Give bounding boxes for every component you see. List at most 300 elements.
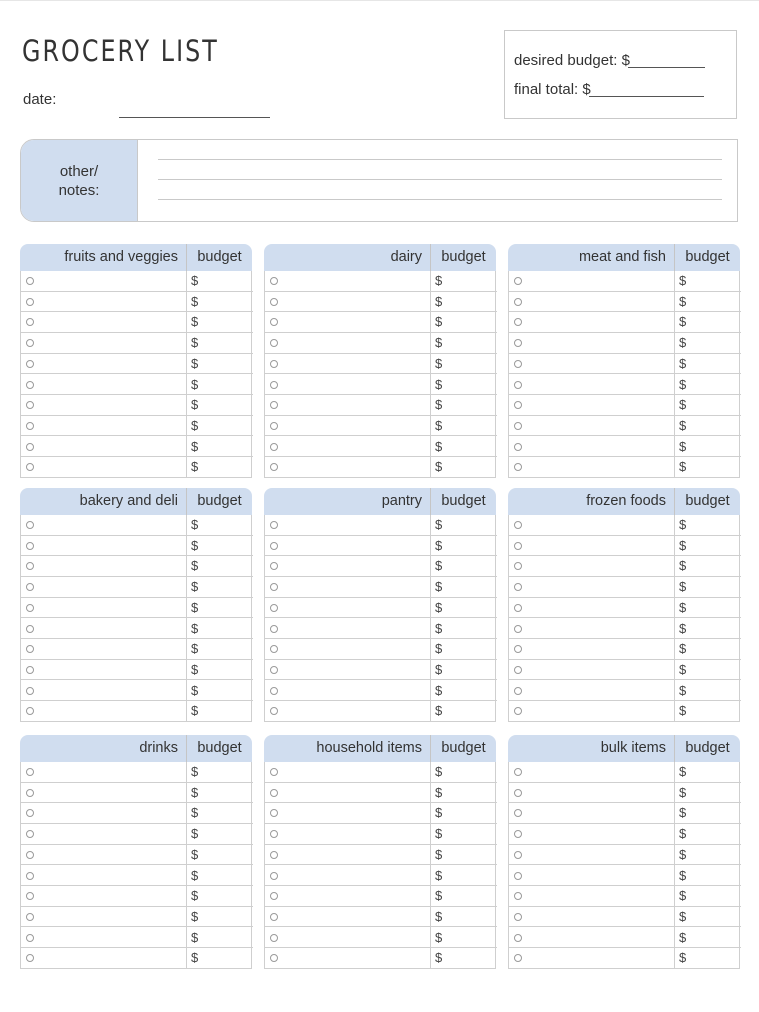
- list-item[interactable]: [265, 556, 497, 577]
- checkbox-circle-icon[interactable]: [514, 768, 522, 776]
- checkbox-circle-icon[interactable]: [514, 913, 522, 921]
- checkbox-circle-icon[interactable]: [26, 443, 34, 451]
- list-item[interactable]: [21, 515, 253, 536]
- list-item[interactable]: [509, 845, 741, 866]
- dollar-sign: $: [435, 826, 443, 842]
- dollar-sign: $: [679, 517, 687, 532]
- dollar-sign: $: [435, 397, 443, 413]
- list-item[interactable]: [509, 639, 741, 660]
- category-section: [264, 735, 496, 969]
- dollar-sign: $: [191, 599, 199, 615]
- dollar-sign: $: [435, 929, 443, 945]
- dollar-sign: $: [679, 929, 687, 945]
- list-item[interactable]: [21, 375, 253, 396]
- checkbox-circle-icon[interactable]: [514, 318, 522, 326]
- checkbox-circle-icon[interactable]: [514, 339, 522, 347]
- list-item[interactable]: [265, 271, 497, 292]
- list-item[interactable]: [509, 783, 741, 804]
- column-divider: [430, 515, 431, 722]
- dollar-sign: $: [435, 273, 443, 288]
- column-divider: [430, 762, 431, 969]
- dollar-sign: $: [435, 417, 443, 433]
- list-item[interactable]: [509, 312, 741, 333]
- dollar-sign: $: [191, 661, 199, 677]
- checkbox-circle-icon[interactable]: [26, 913, 34, 921]
- checkbox-circle-icon[interactable]: [514, 830, 522, 838]
- checkbox-circle-icon[interactable]: [270, 277, 278, 285]
- dollar-sign: $: [435, 517, 443, 532]
- checkbox-circle-icon[interactable]: [26, 463, 34, 471]
- budget-column-header: budget: [674, 488, 740, 515]
- checkbox-circle-icon[interactable]: [26, 401, 34, 409]
- list-item[interactable]: [509, 515, 741, 536]
- dollar-sign: $: [435, 908, 443, 924]
- section-list: [264, 762, 496, 969]
- list-item[interactable]: [21, 536, 253, 557]
- section-title: dairy: [390, 249, 422, 265]
- dollar-sign: $: [191, 620, 199, 636]
- section-title: drinks: [139, 740, 178, 756]
- dollar-sign: $: [191, 293, 199, 309]
- checkbox-circle-icon[interactable]: [26, 809, 34, 817]
- desired-budget-field[interactable]: [628, 52, 705, 68]
- list-item[interactable]: [21, 681, 253, 702]
- list-item[interactable]: [265, 907, 497, 928]
- checkbox-circle-icon[interactable]: [270, 913, 278, 921]
- notes-label-line-2: notes:: [58, 181, 100, 199]
- list-item[interactable]: [265, 577, 497, 598]
- column-divider: [186, 515, 187, 722]
- checkbox-circle-icon[interactable]: [514, 422, 522, 430]
- checkbox-circle-icon[interactable]: [514, 872, 522, 880]
- dollar-sign: $: [679, 784, 687, 800]
- list-item[interactable]: [265, 701, 497, 722]
- section-header: [508, 488, 740, 515]
- checkbox-circle-icon[interactable]: [26, 339, 34, 347]
- list-item[interactable]: [509, 660, 741, 681]
- final-total-field[interactable]: [589, 81, 704, 97]
- dollar-sign: $: [191, 888, 199, 904]
- checkbox-circle-icon[interactable]: [26, 298, 34, 306]
- checkbox-circle-icon[interactable]: [270, 872, 278, 880]
- list-item[interactable]: [21, 928, 253, 949]
- dollar-sign: $: [435, 784, 443, 800]
- section-title: bakery and deli: [79, 493, 178, 509]
- desired-budget-row: [514, 52, 705, 69]
- dollar-sign: $: [679, 397, 687, 413]
- list-item[interactable]: [21, 907, 253, 928]
- dollar-sign: $: [435, 682, 443, 698]
- budget-column-header: budget: [186, 735, 252, 762]
- notes-label: [21, 140, 138, 221]
- list-item[interactable]: [509, 928, 741, 949]
- list-item[interactable]: [21, 866, 253, 887]
- checkbox-circle-icon[interactable]: [270, 422, 278, 430]
- budget-column-header: budget: [186, 244, 252, 271]
- list-item[interactable]: [21, 292, 253, 313]
- dollar-sign: $: [679, 438, 687, 454]
- dollar-sign: $: [679, 888, 687, 904]
- list-item[interactable]: [265, 803, 497, 824]
- budget-column-header: budget: [186, 488, 252, 515]
- list-item[interactable]: [265, 886, 497, 907]
- dollar-sign: $: [679, 846, 687, 862]
- dollar-sign: $: [191, 784, 199, 800]
- checkbox-circle-icon[interactable]: [514, 707, 522, 715]
- checkbox-circle-icon[interactable]: [270, 809, 278, 817]
- list-item[interactable]: [21, 437, 253, 458]
- checkbox-circle-icon[interactable]: [270, 789, 278, 797]
- list-item[interactable]: [21, 783, 253, 804]
- dollar-sign: $: [679, 558, 687, 574]
- list-item[interactable]: [509, 437, 741, 458]
- list-item[interactable]: [21, 619, 253, 640]
- notes-label-line-1: other/: [59, 162, 99, 180]
- dollar-sign: $: [679, 682, 687, 698]
- list-item[interactable]: [265, 416, 497, 437]
- checkbox-circle-icon[interactable]: [514, 645, 522, 653]
- list-item[interactable]: [509, 457, 741, 478]
- notes-line[interactable]: [158, 179, 722, 180]
- list-item[interactable]: [509, 536, 741, 557]
- list-item[interactable]: [265, 375, 497, 396]
- dollar-sign: $: [435, 558, 443, 574]
- checkbox-circle-icon[interactable]: [514, 934, 522, 942]
- list-item[interactable]: [21, 824, 253, 845]
- checkbox-circle-icon[interactable]: [514, 381, 522, 389]
- checkbox-circle-icon[interactable]: [26, 645, 34, 653]
- checkbox-circle-icon[interactable]: [514, 562, 522, 570]
- list-item[interactable]: [21, 948, 253, 969]
- checkbox-circle-icon[interactable]: [270, 521, 278, 529]
- list-item[interactable]: [509, 762, 741, 783]
- checkbox-circle-icon[interactable]: [26, 422, 34, 430]
- checkbox-circle-icon[interactable]: [514, 463, 522, 471]
- list-item[interactable]: [509, 333, 741, 354]
- dollar-sign: $: [679, 599, 687, 615]
- list-item[interactable]: [21, 598, 253, 619]
- section-title: pantry: [381, 493, 422, 509]
- list-item[interactable]: [21, 845, 253, 866]
- checkbox-circle-icon[interactable]: [26, 542, 34, 550]
- list-item[interactable]: [509, 416, 741, 437]
- category-section: [508, 735, 740, 969]
- budget-column-header: budget: [430, 488, 496, 515]
- dollar-sign: $: [679, 620, 687, 636]
- list-item[interactable]: [265, 515, 497, 536]
- checkbox-circle-icon[interactable]: [514, 604, 522, 612]
- list-item[interactable]: [265, 639, 497, 660]
- section-list: [20, 271, 252, 478]
- dollar-sign: $: [435, 703, 443, 719]
- list-item[interactable]: [509, 395, 741, 416]
- dollar-sign: $: [435, 537, 443, 553]
- checkbox-circle-icon[interactable]: [26, 360, 34, 368]
- checkbox-circle-icon[interactable]: [26, 789, 34, 797]
- dollar-sign: $: [435, 438, 443, 454]
- checkbox-circle-icon[interactable]: [270, 830, 278, 838]
- column-divider: [674, 762, 675, 969]
- list-item[interactable]: [21, 762, 253, 783]
- checkbox-circle-icon[interactable]: [270, 687, 278, 695]
- dollar-sign: $: [435, 314, 443, 330]
- dollar-sign: $: [679, 355, 687, 371]
- notes-line[interactable]: [158, 159, 722, 160]
- list-item[interactable]: [265, 598, 497, 619]
- list-item[interactable]: [509, 354, 741, 375]
- checkbox-circle-icon[interactable]: [270, 298, 278, 306]
- checkbox-circle-icon[interactable]: [26, 707, 34, 715]
- checkbox-circle-icon[interactable]: [514, 625, 522, 633]
- section-header: [20, 735, 252, 762]
- checkbox-circle-icon[interactable]: [514, 892, 522, 900]
- checkbox-circle-icon[interactable]: [270, 892, 278, 900]
- list-item[interactable]: [509, 907, 741, 928]
- checkbox-circle-icon[interactable]: [26, 687, 34, 695]
- checkbox-circle-icon[interactable]: [270, 707, 278, 715]
- checkbox-circle-icon[interactable]: [514, 666, 522, 674]
- checkbox-circle-icon[interactable]: [270, 604, 278, 612]
- checkbox-circle-icon[interactable]: [514, 851, 522, 859]
- section-header: [20, 244, 252, 271]
- dollar-sign: $: [435, 661, 443, 677]
- list-item[interactable]: [265, 312, 497, 333]
- dollar-sign: $: [191, 641, 199, 657]
- checkbox-circle-icon[interactable]: [270, 443, 278, 451]
- checkbox-circle-icon[interactable]: [514, 583, 522, 591]
- checkbox-circle-icon[interactable]: [270, 768, 278, 776]
- section-title: frozen foods: [586, 493, 666, 509]
- list-item[interactable]: [21, 416, 253, 437]
- dollar-sign: $: [191, 355, 199, 371]
- column-divider: [674, 515, 675, 722]
- list-item[interactable]: [21, 395, 253, 416]
- list-item[interactable]: [265, 866, 497, 887]
- checkbox-circle-icon[interactable]: [26, 277, 34, 285]
- checkbox-circle-icon[interactable]: [26, 583, 34, 591]
- list-item[interactable]: [265, 619, 497, 640]
- column-divider: [674, 271, 675, 478]
- section-header: [20, 488, 252, 515]
- date-label: date:: [23, 91, 57, 108]
- list-item[interactable]: [509, 556, 741, 577]
- checkbox-circle-icon[interactable]: [514, 954, 522, 962]
- checkbox-circle-icon[interactable]: [270, 562, 278, 570]
- list-item[interactable]: [21, 333, 253, 354]
- checkbox-circle-icon[interactable]: [514, 401, 522, 409]
- dollar-sign: $: [679, 703, 687, 719]
- list-item[interactable]: [21, 886, 253, 907]
- checkbox-circle-icon[interactable]: [270, 583, 278, 591]
- list-item[interactable]: [509, 619, 741, 640]
- column-divider: [186, 762, 187, 969]
- list-item[interactable]: [265, 333, 497, 354]
- dollar-sign: $: [191, 826, 199, 842]
- category-section: [508, 244, 740, 478]
- dollar-sign: $: [679, 764, 687, 779]
- budget-column-header: budget: [430, 735, 496, 762]
- checkbox-circle-icon[interactable]: [26, 318, 34, 326]
- list-item[interactable]: [265, 354, 497, 375]
- list-item[interactable]: [265, 824, 497, 845]
- list-item[interactable]: [509, 803, 741, 824]
- checkbox-circle-icon[interactable]: [26, 851, 34, 859]
- date-field[interactable]: [119, 117, 270, 118]
- budget-column-header: budget: [674, 735, 740, 762]
- dollar-sign: $: [435, 459, 443, 475]
- category-section: [264, 488, 496, 722]
- checkbox-circle-icon[interactable]: [26, 604, 34, 612]
- dollar-sign: $: [191, 376, 199, 392]
- list-item[interactable]: [21, 701, 253, 722]
- section-header: [264, 488, 496, 515]
- notes-line[interactable]: [158, 199, 722, 200]
- list-item[interactable]: [509, 681, 741, 702]
- checkbox-circle-icon[interactable]: [270, 360, 278, 368]
- list-item[interactable]: [21, 803, 253, 824]
- list-item[interactable]: [265, 845, 497, 866]
- column-divider: [430, 271, 431, 478]
- dollar-sign: $: [191, 929, 199, 945]
- checkbox-circle-icon[interactable]: [26, 562, 34, 570]
- category-section: [508, 488, 740, 722]
- checkbox-circle-icon[interactable]: [514, 809, 522, 817]
- section-header: [508, 244, 740, 271]
- checkbox-circle-icon[interactable]: [514, 298, 522, 306]
- checkbox-circle-icon[interactable]: [514, 789, 522, 797]
- dollar-sign: $: [191, 579, 199, 595]
- checkbox-circle-icon[interactable]: [270, 542, 278, 550]
- dollar-sign: $: [191, 846, 199, 862]
- checkbox-circle-icon[interactable]: [26, 666, 34, 674]
- list-item[interactable]: [265, 536, 497, 557]
- checkbox-circle-icon[interactable]: [26, 381, 34, 389]
- checkbox-circle-icon[interactable]: [26, 954, 34, 962]
- list-item[interactable]: [21, 660, 253, 681]
- checkbox-circle-icon[interactable]: [270, 401, 278, 409]
- checkbox-circle-icon[interactable]: [514, 521, 522, 529]
- dollar-sign: $: [191, 314, 199, 330]
- dollar-sign: $: [679, 641, 687, 657]
- list-item[interactable]: [509, 577, 741, 598]
- dollar-sign: $: [679, 867, 687, 883]
- list-item[interactable]: [21, 354, 253, 375]
- top-divider: [0, 0, 759, 1]
- dollar-sign: $: [679, 950, 687, 966]
- list-item[interactable]: [265, 783, 497, 804]
- list-item[interactable]: [21, 457, 253, 478]
- dollar-sign: $: [191, 703, 199, 719]
- checkbox-circle-icon[interactable]: [270, 934, 278, 942]
- dollar-sign: $: [679, 376, 687, 392]
- budget-summary-box: [504, 30, 737, 119]
- list-item[interactable]: [265, 928, 497, 949]
- notes-box: [20, 139, 738, 222]
- category-section: [20, 488, 252, 722]
- checkbox-circle-icon[interactable]: [26, 768, 34, 776]
- budget-column-header: budget: [430, 244, 496, 271]
- checkbox-circle-icon[interactable]: [270, 851, 278, 859]
- checkbox-circle-icon[interactable]: [26, 521, 34, 529]
- dollar-sign: $: [191, 908, 199, 924]
- dollar-sign: $: [435, 355, 443, 371]
- section-title: meat and fish: [578, 249, 666, 265]
- dollar-sign: $: [191, 417, 199, 433]
- section-list: [20, 515, 252, 722]
- checkbox-circle-icon[interactable]: [270, 645, 278, 653]
- list-item[interactable]: [21, 639, 253, 660]
- checkbox-circle-icon[interactable]: [514, 687, 522, 695]
- checkbox-circle-icon[interactable]: [270, 954, 278, 962]
- dollar-sign: $: [679, 908, 687, 924]
- dollar-sign: $: [679, 314, 687, 330]
- list-item[interactable]: [509, 292, 741, 313]
- checkbox-circle-icon[interactable]: [514, 360, 522, 368]
- section-header: [264, 244, 496, 271]
- checkbox-circle-icon[interactable]: [270, 666, 278, 674]
- dollar-sign: $: [191, 459, 199, 475]
- list-item[interactable]: [21, 271, 253, 292]
- dollar-sign: $: [191, 950, 199, 966]
- list-item[interactable]: [509, 886, 741, 907]
- list-item[interactable]: [21, 312, 253, 333]
- list-item[interactable]: [509, 375, 741, 396]
- dollar-sign: $: [191, 682, 199, 698]
- dollar-sign: $: [435, 950, 443, 966]
- list-item[interactable]: [265, 437, 497, 458]
- list-item[interactable]: [509, 598, 741, 619]
- checkbox-circle-icon[interactable]: [26, 625, 34, 633]
- dollar-sign: $: [679, 826, 687, 842]
- checkbox-circle-icon[interactable]: [270, 318, 278, 326]
- checkbox-circle-icon[interactable]: [26, 934, 34, 942]
- checkbox-circle-icon[interactable]: [514, 443, 522, 451]
- checkbox-circle-icon[interactable]: [26, 830, 34, 838]
- list-item[interactable]: [21, 577, 253, 598]
- list-item[interactable]: [265, 457, 497, 478]
- list-item[interactable]: [509, 866, 741, 887]
- dollar-sign: $: [679, 579, 687, 595]
- list-item[interactable]: [265, 395, 497, 416]
- dollar-sign: $: [191, 438, 199, 454]
- checkbox-circle-icon[interactable]: [270, 463, 278, 471]
- section-list: [508, 762, 740, 969]
- list-item[interactable]: [265, 660, 497, 681]
- list-item[interactable]: [265, 681, 497, 702]
- page-title: GROCERY LIST: [22, 34, 219, 68]
- list-item[interactable]: [265, 948, 497, 969]
- list-item[interactable]: [509, 271, 741, 292]
- section-header: [508, 735, 740, 762]
- list-item[interactable]: [509, 948, 741, 969]
- list-item[interactable]: [21, 556, 253, 577]
- checkbox-circle-icon[interactable]: [270, 625, 278, 633]
- dollar-sign: $: [679, 417, 687, 433]
- checkbox-circle-icon[interactable]: [270, 381, 278, 389]
- checkbox-circle-icon[interactable]: [26, 892, 34, 900]
- list-item[interactable]: [265, 762, 497, 783]
- final-total-row: [514, 81, 704, 98]
- checkbox-circle-icon[interactable]: [514, 277, 522, 285]
- list-item[interactable]: [509, 824, 741, 845]
- checkbox-circle-icon[interactable]: [26, 872, 34, 880]
- checkbox-circle-icon[interactable]: [514, 542, 522, 550]
- list-item[interactable]: [509, 701, 741, 722]
- section-list: [508, 515, 740, 722]
- dollar-sign: $: [191, 764, 199, 779]
- checkbox-circle-icon[interactable]: [270, 339, 278, 347]
- list-item[interactable]: [265, 292, 497, 313]
